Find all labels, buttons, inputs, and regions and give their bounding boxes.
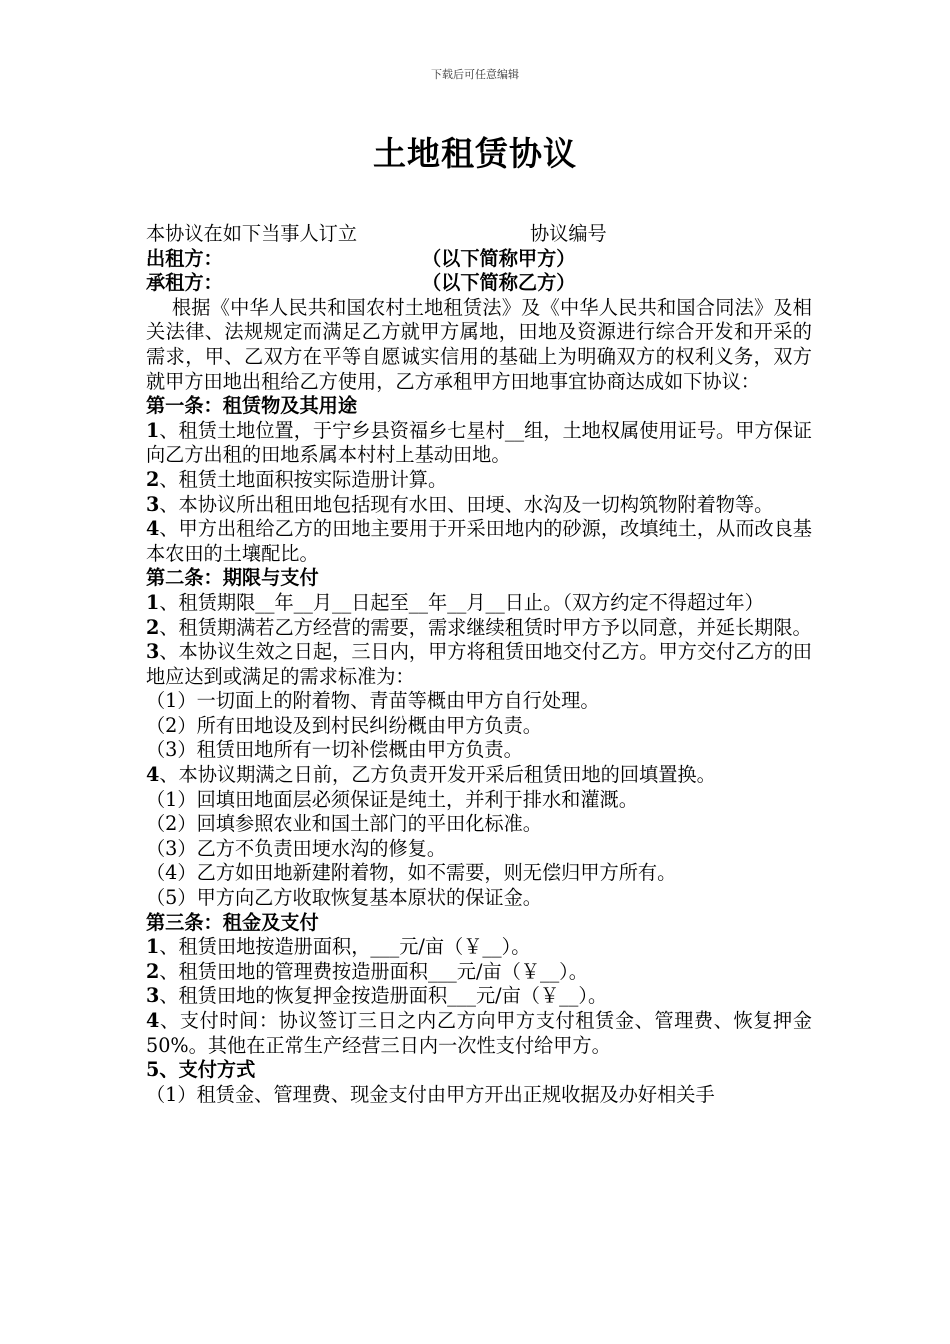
item-number: 3 (146, 492, 160, 516)
article-1-item-1 (146, 419, 812, 468)
parties-text: 本协议在如下当事人订立 (146, 222, 358, 245)
item-number: 2 (146, 959, 160, 983)
article-2-item-3 (146, 640, 812, 689)
article-3-item-1 (146, 935, 812, 960)
payment-method-heading: 5、支付方式 (146, 1058, 256, 1082)
item-number: 2 (146, 615, 160, 639)
sub-item: （1）一切面上的附着物、青苗等概由甲方自行处理。 (146, 689, 600, 713)
article-1-heading: 第一条：租赁物及其用途 (146, 394, 358, 418)
document-title: 土地租赁协议 (373, 134, 577, 173)
item-number: 4 (146, 517, 160, 541)
sub-item: （5）甲方向乙方收取恢复基本原状的保证金。 (146, 886, 542, 910)
document-body (146, 222, 812, 1107)
item-number: 3 (146, 640, 160, 664)
item-text: 、本协议期满之日前，乙方负责开发开采后租赁田地的回填置换。 (159, 763, 716, 787)
sub-item: （3）租赁田地所有一切补偿概由甲方负责。 (146, 738, 523, 762)
sub-item: （1）回填田地面层必须保证是纯土，并利于排水和灌溉。 (146, 787, 638, 811)
lessor-line (146, 247, 812, 272)
item-text: 、租赁期满若乙方经营的需要，需求继续租赁时甲方予以同意，并延长期限。 (159, 615, 812, 639)
item-text: 、租赁田地的恢复押金按造册面积___元/亩（￥__）。 (159, 984, 608, 1008)
article-3-item-4 (146, 1009, 812, 1058)
article-2-item-1 (146, 591, 812, 616)
sub-item: （1）租赁金、管理费、现金支付由甲方开出正规收据及办好相关手 (146, 1082, 715, 1106)
item-number: 1 (146, 418, 160, 442)
item-number: 1 (146, 590, 160, 614)
sub-item: （4）乙方如田地新建附着物，如不需要，则无偿归甲方所有。 (146, 861, 677, 885)
item-text: 、本协议生效之日起，三日内，甲方将租赁田地交付乙方。甲方交付乙方的田地应达到或满足的需求标准为： (146, 640, 812, 688)
lessee-abbr: （以下简称乙方） (422, 271, 576, 295)
lessor-abbr: （以下简称甲方） (422, 246, 576, 270)
item-number: 4 (146, 763, 160, 787)
item-number: 2 (146, 467, 160, 491)
item-number: 3 (146, 984, 160, 1008)
article-1-item-4 (146, 517, 812, 566)
item-number: 4 (146, 1009, 160, 1032)
article-3-item-3 (146, 984, 812, 1009)
article-2-heading: 第二条：期限与支付 (146, 566, 319, 590)
lessor-label: 出租方： (146, 246, 223, 270)
item-text: 、甲方出租给乙方的田地主要用于开采田地内的砂源，改填纯土，从而改良基本农田的土壤配比。 (146, 517, 812, 565)
sub-item: （2）回填参照农业和国土部门的平田化标准。 (146, 812, 542, 836)
item-text: 、支付时间：协议签订三日之内乙方向甲方支付租赁金、管理费、恢复押金50%。其他在正常生产经营三日内一次性支付给甲方。 (146, 1009, 812, 1057)
item-text: 、本协议所出租田地包括现有水田、田埂、水沟及一切构筑物附着物等。 (159, 492, 774, 516)
article-3-heading: 第三条：租金及支付 (146, 910, 319, 934)
preamble: 根据《中华人民共和国农村土地租赁法》及《中华人民共和国合同法》及相关法律、法规规定而满足乙方就甲方属地，田地及资源进行综合开发和开采的需求，甲、乙双方在平等自愿诚实信用的基础上为明确双方的权利义务，双方就甲方田地出租给乙方使用，乙方承租甲方田地事宜协商达成如下协议： (146, 295, 812, 393)
article-1-item-3 (146, 493, 812, 518)
parties-line (146, 222, 812, 247)
item-text: 、租赁期限__年__月__日起至__年__月__日止。（双方约定不得超过年） (159, 590, 764, 614)
item-text: 、租赁土地面积按实际造册计算。 (159, 467, 448, 491)
lessee-label: 承租方： (146, 271, 223, 295)
article-3-item-2 (146, 960, 812, 985)
header-note: 下载后可任意编辑 (431, 68, 519, 81)
article-2-item-2 (146, 616, 812, 641)
sub-item: （3）乙方不负责田埂水沟的修复。 (146, 836, 447, 860)
item-text: 、租赁土地位置，于宁乡县资福乡七星村__组，土地权属使用证号。甲方保证向乙方出租的田地系属本村村上基动田地。 (146, 418, 812, 467)
item-text: 、租赁田地按造册面积，___元/亩（￥__）。 (159, 935, 531, 959)
item-number: 1 (146, 935, 160, 959)
article-1-item-2 (146, 468, 812, 493)
item-text: 、租赁田地的管理费按造册面积___元/亩（￥__）。 (159, 959, 588, 983)
agreement-no-label: 协议编号 (530, 222, 607, 245)
sub-item: （2）所有田地设及到村民纠纷概由甲方负责。 (146, 713, 542, 737)
article-2-item-4 (146, 763, 812, 788)
lessee-line (146, 271, 812, 296)
